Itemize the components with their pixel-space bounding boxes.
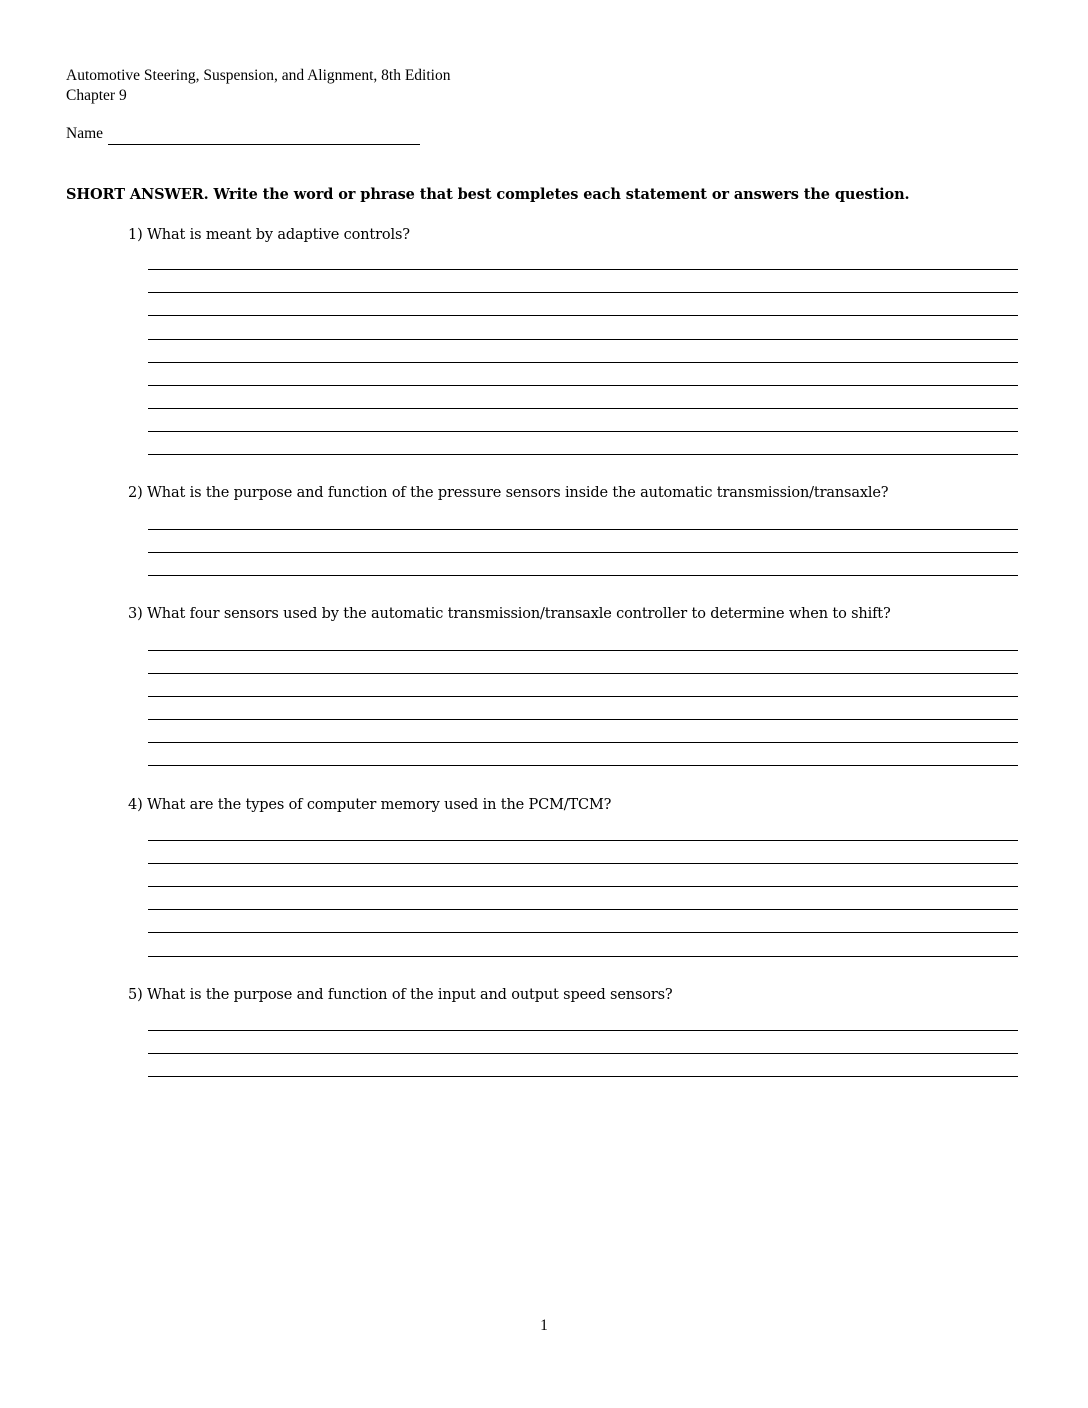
answer-line[interactable] [148, 863, 1018, 864]
answer-line[interactable] [148, 315, 1018, 316]
answer-line[interactable] [148, 269, 1018, 270]
page-number: 1 [540, 1317, 548, 1334]
name-field-line[interactable] [108, 144, 420, 145]
chapter-label: Chapter 9 [66, 87, 127, 104]
answer-line[interactable] [148, 719, 1018, 720]
answer-line[interactable] [148, 956, 1018, 957]
book-title: Automotive Steering, Suspension, and Alignment, 8th Edition [66, 67, 451, 84]
section-instructions: SHORT ANSWER. Write the word or phrase that best completes each statement or answers the question. [66, 186, 910, 203]
answer-line[interactable] [148, 1030, 1018, 1031]
answer-line[interactable] [148, 765, 1018, 766]
question-5: 5) What is the purpose and function of the input and output speed sensors? [128, 987, 673, 1003]
question-1: 1) What is meant by adaptive controls? [128, 227, 410, 243]
answer-line[interactable] [148, 529, 1018, 530]
answer-line[interactable] [148, 932, 1018, 933]
answer-line[interactable] [148, 742, 1018, 743]
answer-line[interactable] [148, 886, 1018, 887]
answer-line[interactable] [148, 431, 1018, 432]
question-2: 2) What is the purpose and function of the pressure sensors inside the automatic transmission/transaxle? [128, 485, 889, 501]
answer-line[interactable] [148, 385, 1018, 386]
answer-line[interactable] [148, 454, 1018, 455]
answer-line[interactable] [148, 1076, 1018, 1077]
name-label: Name [66, 125, 104, 142]
answer-line[interactable] [148, 339, 1018, 340]
answer-line[interactable] [148, 840, 1018, 841]
answer-line[interactable] [148, 1053, 1018, 1054]
answer-line[interactable] [148, 575, 1018, 576]
answer-line[interactable] [148, 552, 1018, 553]
answer-line[interactable] [148, 292, 1018, 293]
answer-line[interactable] [148, 650, 1018, 651]
answer-line[interactable] [148, 696, 1018, 697]
question-4: 4) What are the types of computer memory used in the PCM/TCM? [128, 797, 612, 813]
answer-line[interactable] [148, 673, 1018, 674]
answer-line[interactable] [148, 362, 1018, 363]
answer-line[interactable] [148, 909, 1018, 910]
question-3: 3) What four sensors used by the automatic transmission/transaxle controller to determine when to shift? [128, 606, 891, 622]
answer-line[interactable] [148, 408, 1018, 409]
